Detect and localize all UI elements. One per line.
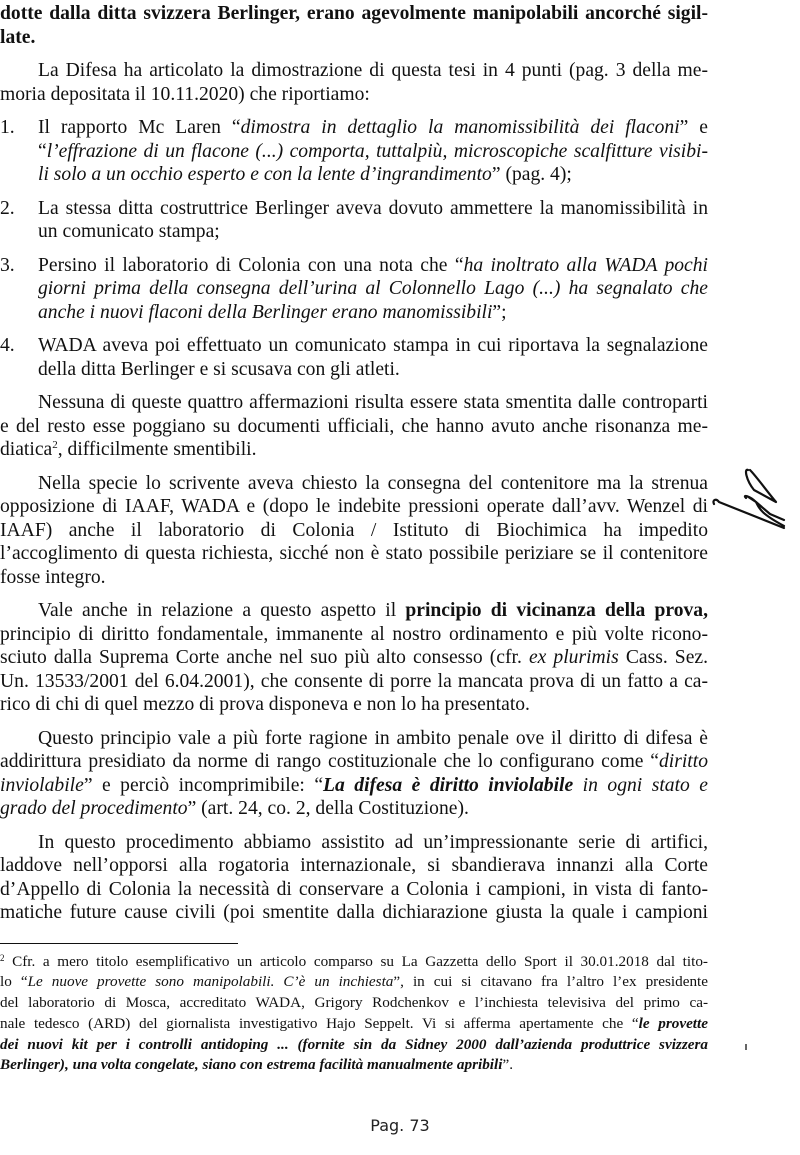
text-line	[0, 952, 708, 973]
footnote-ref[interactable]: 2	[52, 439, 58, 451]
italic-text: in ogni stato e	[573, 774, 708, 796]
signature-mark	[700, 462, 800, 542]
text-line	[0, 646, 708, 670]
list-item	[0, 254, 708, 325]
text-span: ” e perciò incomprimibile: “	[83, 774, 324, 796]
list-item-body	[38, 254, 708, 325]
text-span: ” (art. 24, co. 2, della Costituzione).	[187, 798, 469, 819]
text-line: laddove nell’opporsi alla rogatoria internazionale, si sbandierava innanzi alla Corte	[0, 855, 708, 876]
numbered-list	[0, 116, 708, 381]
in-questo-procedimento-paragraph	[0, 831, 708, 925]
text-line: e del resto esse poggiano su documenti ufficiali, che hanno avuto anche risonanza me-	[0, 415, 708, 437]
footnote-separator	[0, 943, 238, 944]
text-line	[0, 599, 708, 623]
text-flow	[0, 2, 708, 1076]
text-span: della ditta Berlinger e si scusava con gli atleti.	[38, 358, 400, 380]
text-line: La Difesa ha articolato la dimostrazione di questa tesi in 4 punti (pag. 3 della me-	[38, 60, 708, 81]
italic-text: dimostra in dettaglio la manomissibilità dei flaconi	[240, 117, 680, 138]
text-span: ” e	[679, 117, 708, 138]
bold-text: principio di vicinanza della prova,	[405, 600, 708, 621]
text-line: dotte dalla ditta svizzera Berlinger, erano agevolmente manipolabili ancorché sigil-	[0, 3, 708, 24]
text-span: WADA aveva poi effettuato un comunicato stampa in cui riportava la segnalazione	[38, 335, 708, 356]
text-line	[38, 334, 708, 358]
text-line: moria depositata il 10.11.2020) che riportiamo:	[0, 83, 370, 105]
text-span: “	[38, 140, 47, 162]
text-line: opposizione di IAAF, WADA e (dopo le indebite pressioni operate dall’avv. Wenzel di	[0, 496, 708, 517]
list-item-number: 1.	[0, 117, 15, 138]
text-line: d’Appello di Colonia la necessità di conservare a Colonia i campioni, in vista di fanto-	[0, 878, 708, 900]
text-line	[0, 774, 708, 798]
text-span: addirittura presidiato da norme di rango costituzionale che lo configurano come “	[0, 751, 659, 772]
text-line: del laboratorio di Mosca, accreditato WADA, Grigory Rodchenkov e l’inchiesta televisiva del primo ca-	[0, 994, 708, 1012]
list-item-number: 2.	[0, 197, 15, 219]
questo-principio-paragraph	[0, 727, 708, 821]
text-span: Cfr. a mero titolo esemplificativo un articolo comparso su La Gazzetta dello Sport il 30.01.2018 dal tito-	[4, 952, 708, 970]
text-span: ” (pag. 4);	[491, 164, 572, 185]
text-line	[38, 197, 708, 221]
list-item	[0, 116, 708, 187]
text-span: ”.	[502, 1056, 514, 1074]
vale-paragraph	[0, 599, 708, 717]
text-span: nale tedesco (ARD) del giornalista investigativo Hajo Seppelt. Vi si afferma apertamente che “	[0, 1014, 639, 1032]
italic-text: giorni prima della consegna dell’urina al Colonnello Lago (...) ha segnalato che	[38, 278, 708, 299]
text-line: Nessuna di queste quattro affermazioni risulta essere stata smentita dalle controparti	[38, 392, 708, 413]
text-span: ”;	[492, 301, 507, 323]
list-item-body	[38, 116, 708, 187]
text-line	[38, 358, 708, 382]
text-line	[38, 116, 708, 140]
text-span: La stessa ditta costruttrice Berlinger aveva dovuto ammettere la manomissibilità in	[38, 197, 708, 219]
text-line: principio di diritto fondamentale, immanente al nostro ordinamento e più volte ricono-	[0, 623, 708, 645]
text-line: l’accoglimento di questa richiesta, sicché non è stato possibile periziare se il contenitore	[0, 543, 708, 564]
intro-paragraph	[0, 2, 708, 49]
text-line	[0, 1014, 708, 1035]
text-span: Persino il laboratorio di Colonia con una nota che “	[38, 254, 464, 276]
list-item-number: 4.	[0, 335, 15, 356]
italic-text: diritto	[659, 751, 708, 772]
text-line	[0, 438, 708, 462]
bold-italic-text: Berlinger), una volta congelate, siano con estrema facilità manualmente apribili	[0, 1056, 503, 1074]
list-item-body	[38, 334, 708, 381]
text-line: dei nuovi kit per i controlli antidoping ... (fornite sin da Sidney 2000 dall’azienda produttrice svizzera	[0, 1035, 708, 1053]
bold-italic-text: le provette	[638, 1014, 708, 1032]
italic-text: anche i nuovi flaconi della Berlinger erano manomissibili	[38, 301, 493, 323]
bold-italic-text: La difesa è diritto inviolabile	[323, 774, 574, 796]
text-span: Il rapporto Mc Laren “	[38, 117, 241, 138]
nella-specie-paragraph	[0, 472, 708, 590]
text-line	[38, 254, 708, 278]
italic-text: grado del procedimento	[0, 798, 188, 819]
text-span: ”, in cui si citavano fra l’altro l’ex presidente	[393, 973, 708, 991]
text-span: Vale anche in relazione a questo aspetto il	[38, 600, 406, 621]
footnote-number: 2	[0, 952, 5, 963]
text-span: un comunicato stampa;	[38, 221, 220, 242]
text-line	[0, 972, 708, 993]
text-line	[38, 301, 708, 325]
text-line: matiche future cause civili (poi smentite dalla dichiarazione giusta la quale i campioni	[0, 902, 708, 923]
text-span: diatica	[0, 439, 53, 460]
text-span: lo “	[0, 973, 28, 991]
text-line: rico di chi di quel mezzo di prova disponeva e non lo ha presentato.	[0, 694, 530, 715]
text-span: sciuto dalla Suprema Corte anche nel suo più alto consesso (cfr.	[0, 647, 529, 668]
list-item	[0, 334, 708, 381]
italic-text: ex plurimis	[528, 647, 619, 668]
italic-text: l’effrazione di un flacone (...) comporta, tuttalpiù, microscopiche scalfitture visibi-	[46, 140, 708, 162]
text-line	[0, 750, 708, 774]
text-line: Questo principio vale a più forte ragione in ambito penale ove il diritto di difesa è	[38, 727, 708, 749]
page-number: Pag. 73	[370, 1116, 430, 1136]
text-span: Cass. Sez.	[618, 647, 708, 668]
text-line: IAAF) anche il laboratorio di Colonia / Istituto di Biochimica ha impedito	[0, 519, 708, 541]
text-line: Un. 13533/2001 del 6.04.2001), che consente di porre la mancata prova di un fatto a ca-	[0, 670, 708, 692]
italic-text: ha inoltrato alla WADA pochi	[463, 254, 708, 276]
text-line: fosse integro.	[0, 566, 106, 588]
nessuna-paragraph	[0, 391, 708, 462]
italic-text: inviolabile	[0, 774, 84, 796]
text-line	[0, 1055, 708, 1076]
text-line	[38, 163, 708, 187]
text-line	[0, 797, 708, 821]
footnote	[0, 952, 708, 1077]
text-line	[38, 277, 708, 301]
scan-speck	[745, 1044, 747, 1050]
list-item	[0, 197, 708, 244]
text-line: late.	[0, 26, 36, 48]
text-span: , difficilmente smentibili.	[57, 439, 257, 460]
text-line: In questo procedimento abbiamo assistito ad un’impressionante serie di artifici,	[38, 831, 708, 853]
text-line	[38, 140, 708, 164]
list-item-body	[38, 197, 708, 244]
text-line: Nella specie lo scrivente aveva chiesto la consegna del contenitore ma la strenua	[38, 472, 708, 494]
list-item-number: 3.	[0, 254, 15, 276]
difesa-paragraph	[0, 59, 708, 106]
italic-text: Le nuove provette sono manipolabili. C’è un inchiesta	[27, 973, 394, 991]
text-line	[38, 220, 708, 244]
italic-text: li solo a un occhio esperto e con la lente d’ingrandimento	[38, 164, 492, 185]
